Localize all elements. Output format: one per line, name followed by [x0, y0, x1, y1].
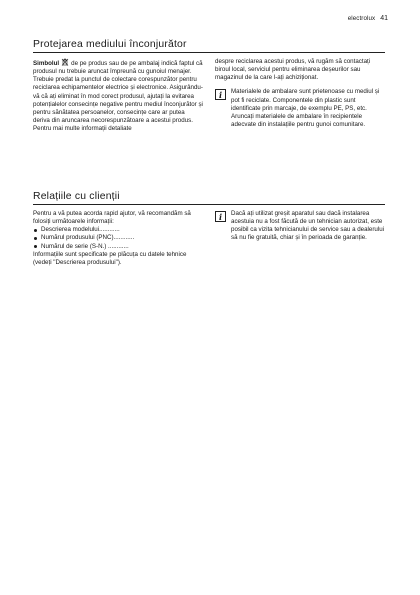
crossed-bin-icon [61, 58, 69, 66]
customer-note-text: Dacă ați utilizat greșit aparatul sau dacă instalarea acestuia nu a fost făcută de un tehnician autorizat, este posibil ca vizita tehnicianului de service sau a dealerului să nu fie gratuită, chiar și în perioada de garanție. [231, 210, 385, 242]
customer-info-list [33, 226, 203, 250]
customer-outro: Informațiile sunt specificate pe plăcuța cu datele tehnice (vedeți "Descrierea produsului"). [33, 250, 187, 266]
environment-note [215, 88, 385, 129]
page-header [348, 15, 388, 22]
environment-right-column [215, 58, 385, 133]
environment-title: Protejarea mediului înconjurător [33, 39, 385, 53]
environment-continuation: despre reciclarea acestui produs, vă rugăm să contactați biroul local, serviciul pentru eliminarea deșeurilor sau magazinul de la care l-ați achiziționat. [215, 58, 371, 82]
symbol-label: Simbolul [33, 60, 60, 67]
list-item: Numărul produsului (PNC)............ [33, 234, 203, 242]
customer-right-column [215, 210, 385, 267]
list-item: Descrierea modelului............ [33, 226, 203, 234]
info-icon: i [215, 89, 226, 100]
symbol-text: de pe produs sau de pe ambalaj indică faptul că produsul nu trebuie aruncat împreună cu gunoiul menajer. Trebuie predat la punctul de colectare corespunzător pentru reciclarea echipamentelor electrice și electronice. Asigurându-vă că ați eliminat în mod corect produsul, ajutați la evitarea potențialelor consecințe negative pentru mediul înconjurător și pentru sănătatea persoanelor, consecințe care ar putea deriva din aruncarea necorespunzătoare a acestui produs. Pentru mai multe informații detaliate [33, 60, 203, 133]
customer-section [33, 191, 385, 267]
environment-section [33, 39, 385, 133]
customer-title: Relațiile cu clienții [33, 191, 385, 205]
environment-note-text: Materialele de ambalare sunt prietenoase cu mediul și pot fi reciclate. Componentele din plastic sunt identificate prin marcaje, de exemplu PE, PS, etc. Aruncați materialele de ambalare în recipientele adecvate din instalațiile pentru gunoi comunitare. [231, 88, 380, 129]
environment-symbol-paragraph [33, 58, 203, 133]
brand-name: electrolux [347, 15, 376, 22]
customer-left-column [33, 210, 203, 267]
info-icon: i [215, 211, 226, 222]
environment-left-column [33, 58, 203, 133]
list-item: Numărul de serie (S-N.) ............ [33, 243, 203, 251]
customer-note [215, 210, 385, 243]
customer-intro: Pentru a vă putea acorda rapid ajutor, vă recomandăm să folosiți următoarele informații: [33, 210, 191, 226]
page-number: 41 [380, 15, 388, 22]
